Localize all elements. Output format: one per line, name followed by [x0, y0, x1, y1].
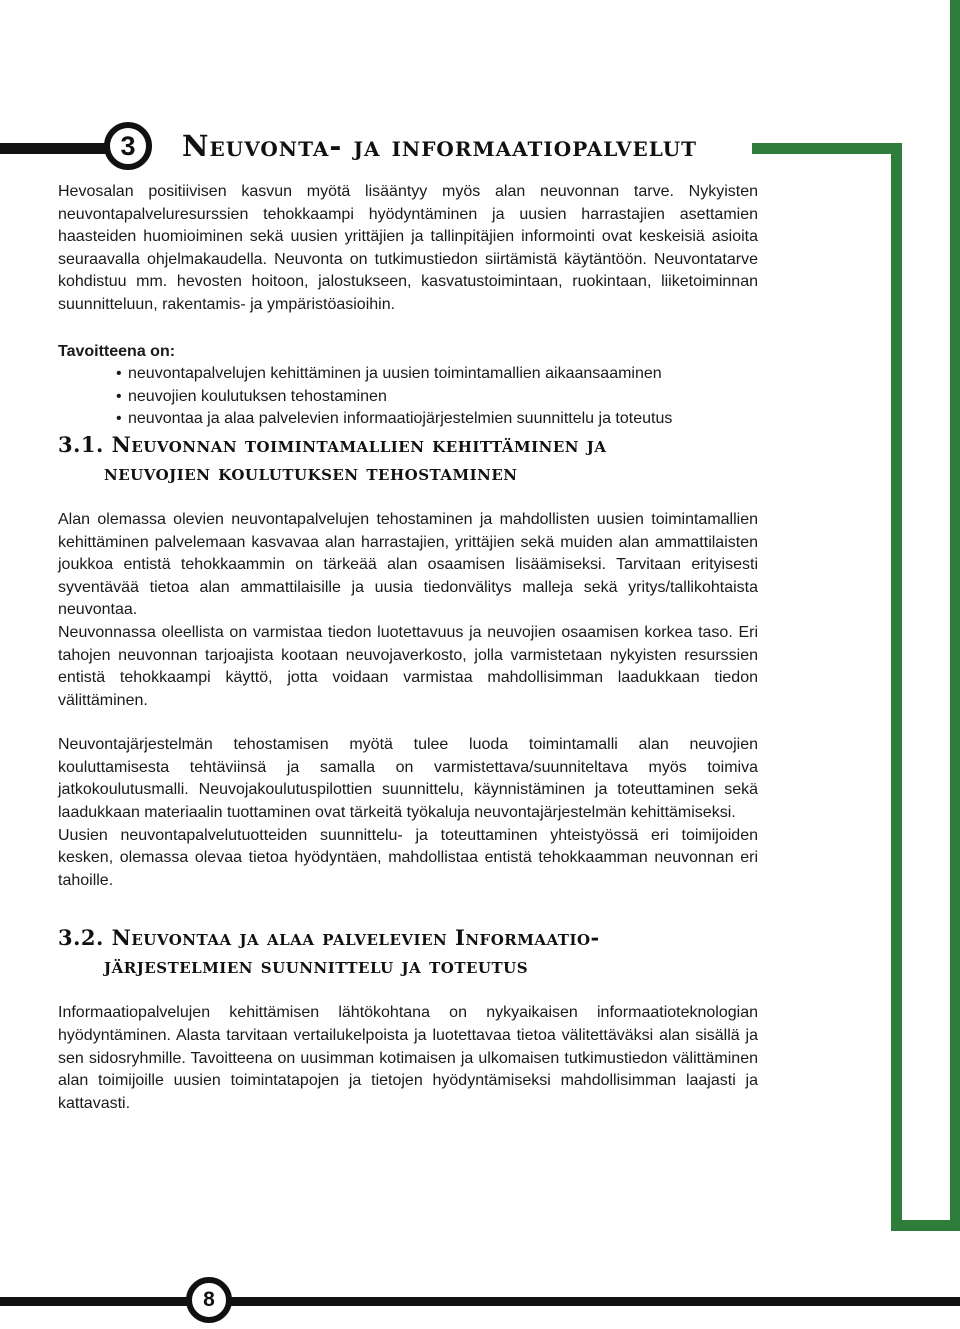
- side-frame-vertical: [891, 143, 902, 1231]
- section-3-1-paragraph: Neuvontajärjestelmän tehostamisen myötä tulee luoda toimintamalli alan neuvojien kouluttamisesta tehtäviinsä ja samalla on varmistettava/suunniteltava myös toimiva jatkokoulutusmalli. Neuvojakoulutuspilottien suunnittelu, käynnistäminen ja toteuttaminen sekä laadukkaan materiaalin tuottaminen ovat tärkeitä työkaluja neuvontajärjestelmän kehittämiseksi.: [58, 736, 758, 822]
- goal-item: • neuvojien koulutuksen tehostaminen: [116, 386, 758, 409]
- page-number-badge: 8: [186, 1277, 232, 1323]
- goals-label: Tavoitteena on:: [58, 342, 176, 360]
- section-3-1-heading-line2: neuvojien koulutuksen tehostaminen: [104, 459, 518, 485]
- chapter-number-badge: 3: [104, 122, 152, 170]
- margin-stripe-right: [950, 0, 960, 1231]
- section-3-2-paragraph: Informaatiopalvelujen kehittämisen lähtökohtana on nykyaikaisen informaatioteknologian hyödyntäminen. Alasta tarvitaan vertailukelpoista ja luotettavaa tietoa välitettäväksi alan sisällä ja sen sidosryhmille. Tavoitteena on uusimman kotimaisen ja ulkomaisen tutkimustiedon välittäminen alan toimijoille uusien toimintatapojen ja tietojen hyödyntämiseksi mahdollisimman laajasti ja kattavasti.: [58, 1004, 758, 1112]
- chapter-title: Neuvonta- ja informaatiopalvelut: [182, 128, 709, 164]
- header-rule-right: [752, 143, 902, 154]
- section-3-1-paragraph: Alan olemassa olevien neuvontapalvelujen tehostaminen ja mahdollisten uusien toimintamallien kehittäminen palvelemaan kasvavaa alan harrastajien, yrittäjien sekä muiden alan ammattilaisten joukkoa entistä tehokkaammin on tärkeää alan osaamisen lisäämiseksi. Tarvitaan erityisesti syventävää tietoa alan ammattilaisille ja uusia tiedonvälitys malleja sekä yritys/tallikohtaista neuvontaa.: [58, 510, 758, 619]
- section-3-2-heading: [58, 924, 758, 980]
- section-3-1-heading: [58, 431, 758, 487]
- section-3-1-paragraph: Uusien neuvontapalvelutuotteiden suunnittelu- ja toteuttaminen yhteistyössä eri toimijoiden kesken, olemassa olevaa tietoa hyödyntäen, mahdollistaa entistä tehokkaamman neuvonnan eri tahoille.: [58, 826, 758, 889]
- section-3-1-heading-line1: 3.1. Neuvonnan toimintamallien kehittäminen ja: [58, 431, 607, 457]
- page-content: [58, 181, 758, 1115]
- intro-paragraph: Hevosalan positiivisen kasvun myötä lisääntyy myös alan neuvonnan tarve. Nykyisten neuvontapalveluresurssien tehokkaampi hyödyntäminen ja uusien harrastajien asettamien haasteiden huomioiminen sekä uusien yrittäjien ja tallinpitäjien informointi ovat keskeisiä asioita seuraavalla ohjelmakaudella. Neuvonta on tutkimustiedon siirtämistä käytäntöön. Neuvontatarve kohdistuu mm. hevosten hoitoon, jalostukseen, kasvatustoimintaan, ruokintaan, liiketoiminnan suunnitteluun, rakentamis- ja ympäristöasioihin.: [58, 183, 758, 313]
- section-3-2-heading-line1: 3.2. Neuvontaa ja alaa palvelevien Informaatio-: [58, 925, 600, 951]
- section-3-2-heading-line2: järjestelmien suunnittelu ja toteutus: [104, 953, 529, 979]
- goal-item: • neuvontaa ja alaa palvelevien informaatiojärjestelmien suunnittelu ja toteutus: [116, 408, 758, 431]
- section-3-1-paragraph: Neuvonnassa oleellista on varmistaa tiedon luotettavuus ja neuvojien osaamisen korkea taso. Eri tahojen neuvonnan tarjoajista kootaan neuvojaverkosto, jolla varmistetaan nykyisten resurssien entistä tehokkaampi käyttö, jotta voidaan varmistaa mahdollisimman laadukkaan tiedon välittäminen.: [58, 623, 758, 709]
- goals-list: [58, 363, 758, 431]
- goal-item: • neuvontapalvelujen kehittäminen ja uusien toimintamallien aikaansaaminen: [116, 363, 758, 386]
- footer-rule: [0, 1297, 960, 1306]
- header-rule-left: [0, 143, 118, 154]
